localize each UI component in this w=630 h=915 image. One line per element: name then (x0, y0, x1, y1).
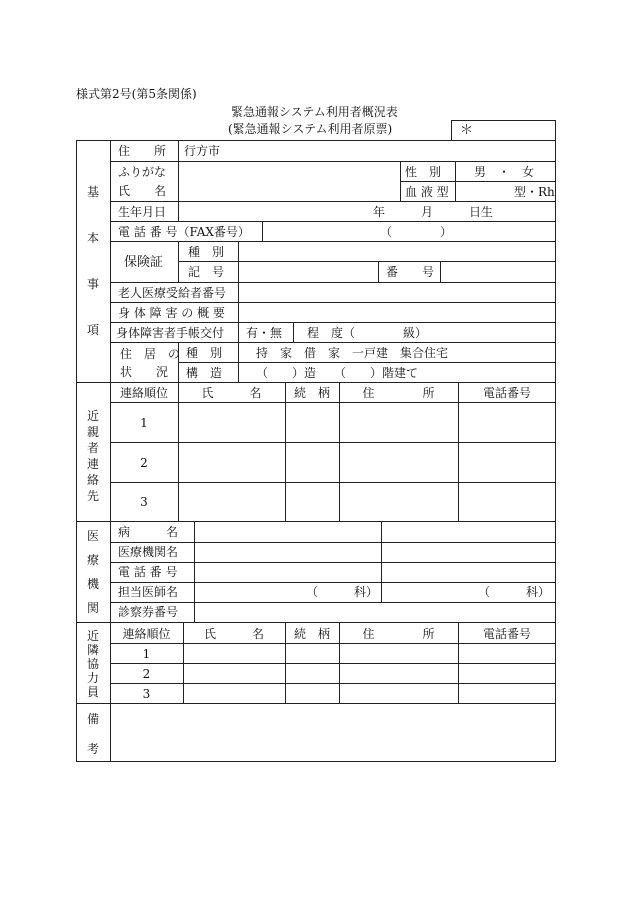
doctor-label: 担当医師名 (118, 585, 179, 599)
section-neighbors-title: 近 隣 協 力 員 (86, 629, 99, 699)
address-label: 住 所 (118, 144, 167, 158)
relatives-header-relation: 続 柄 (293, 386, 330, 400)
phone-label: 電 話 番 号（FAX番号） (118, 225, 250, 239)
form-subtitle: (緊急通報システム利用者原票) (228, 122, 393, 136)
relatives-row-1: 1 (140, 415, 148, 430)
neighbors-header-phone: 電話番号 (482, 626, 531, 641)
neighbors-header-name: 氏 名 (203, 626, 264, 641)
form-title: 緊急通報システム利用者概況表 (231, 105, 398, 119)
doctor-dept-field-2[interactable]: （ 科） (478, 585, 551, 599)
structure-label: 構 造 (186, 366, 223, 380)
housing-label: 住 居 の (120, 347, 181, 361)
insurance-number-field[interactable] (441, 262, 555, 281)
neighbors-header-order: 連絡順位 (122, 626, 171, 641)
birth-date-label: 生年月日 (118, 205, 167, 219)
address-field[interactable]: 行方市 (184, 144, 221, 158)
disability-degree-field[interactable]: 程 度（ 級） (307, 326, 428, 340)
name-field[interactable] (179, 162, 399, 200)
disability-label: 身 体 障 害 の 概 要 (118, 306, 225, 320)
relatives-header-order: 連絡順位 (119, 386, 168, 400)
medical-phone-label: 電 話 番 号 (118, 565, 178, 579)
relatives-header-phone: 電話番号 (482, 386, 531, 400)
doctor-dept-field-1[interactable]: （ 科） (306, 585, 379, 599)
blood-type-label: 血 液 型 (405, 185, 449, 199)
neighbors-header-relation: 続 柄 (293, 626, 330, 641)
elderly-number-label: 老人医療受給者番号 (118, 286, 227, 300)
patient-card-label: 診察券番号 (118, 605, 179, 619)
housing-type-field[interactable]: 持 家 借 家 一戸建 集合住宅 (256, 346, 449, 360)
institution-label: 医療機関名 (118, 545, 179, 559)
handbook-label: 身体障害者手帳交付 (116, 326, 225, 340)
insurance-type-field[interactable] (239, 242, 555, 260)
insurance-number-label: 番 号 (386, 265, 435, 279)
sex-field[interactable]: 男 ・ 女 (474, 165, 535, 179)
asterisk-mark: ＊ (460, 123, 474, 138)
neighbors-row-1: 1 (142, 646, 151, 661)
insurance-label: 保険証 (124, 255, 164, 270)
neighbors-row-2: 2 (142, 666, 151, 681)
housing-type-label: 種 別 (186, 346, 223, 360)
disease-label: 病 名 (118, 525, 179, 539)
relatives-header-address: 住 所 (362, 386, 435, 400)
relatives-header-name: 氏 名 (201, 386, 262, 400)
structure-field[interactable]: （ ）造 （ ）階建て (256, 366, 419, 380)
neighbors-header-address: 住 所 (362, 626, 435, 641)
elderly-number-field[interactable] (239, 283, 555, 301)
relatives-row-2: 2 (140, 455, 148, 470)
name-label: 氏 名 (118, 184, 167, 198)
insurance-symbol-label: 記 号 (188, 265, 225, 279)
sex-label: 性 別 (405, 165, 442, 179)
insurance-type-label: 種 別 (188, 245, 225, 259)
remarks-field[interactable] (111, 704, 555, 761)
section-remarks-title: 備 考 (86, 712, 99, 756)
disability-field[interactable] (239, 303, 555, 321)
phone-field[interactable]: （ ） (380, 225, 453, 239)
section-medical-title: 医 療 機 関 (86, 529, 99, 615)
birth-date-field[interactable]: 年 月 日生 (373, 205, 494, 219)
furigana-label: ふりがな (118, 165, 167, 179)
blood-type-field[interactable]: 型・Rh (514, 185, 555, 199)
handbook-field[interactable]: 有・無 (246, 326, 283, 340)
housing-label-2: 状 況 (120, 365, 169, 379)
section-relatives-title: 近 親 者 連 絡 先 (86, 409, 99, 503)
form-number: 様式第2号(第5条関係) (76, 87, 197, 101)
relatives-row-3: 3 (140, 495, 148, 509)
neighbors-row-3: 3 (142, 686, 151, 701)
section-basic-title: 基 本 事 項 (86, 185, 99, 337)
insurance-symbol-field[interactable] (239, 262, 377, 281)
